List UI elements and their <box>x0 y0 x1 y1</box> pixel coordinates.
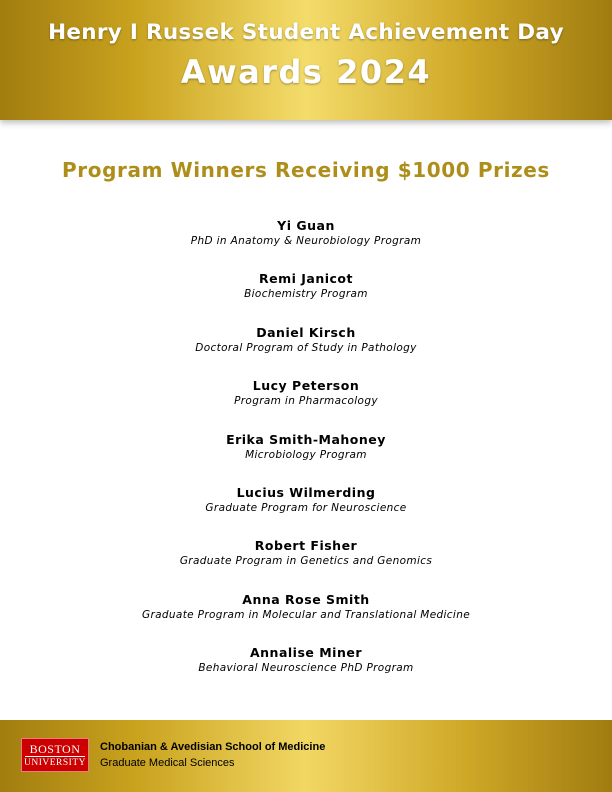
winner-program: Biochemistry Program <box>244 288 368 301</box>
boston-university-logo <box>21 738 89 772</box>
winner-entry <box>0 378 612 431</box>
winner-name: Annalise Miner <box>249 645 362 661</box>
school-subtitle: Graduate Medical Sciences <box>100 757 235 769</box>
winner-entry <box>0 432 612 485</box>
winner-program: Doctoral Program of Study in Pathology <box>195 341 417 354</box>
winner-program: Microbiology Program <box>245 448 367 461</box>
section-title: Program Winners Receiving $1000 Prizes <box>62 158 550 182</box>
winner-entry <box>0 485 612 538</box>
winner-program: Program in Pharmacology <box>234 395 378 408</box>
logo-text-university: UNIVERSITY <box>24 758 86 768</box>
winner-name: Lucy Peterson <box>252 378 360 394</box>
winner-program: Graduate Program in Genetics and Genomics <box>179 555 433 568</box>
awards-year-title: Awards 2024 <box>180 53 432 91</box>
winner-name: Lucius Wilmerding <box>236 484 376 500</box>
winner-name: Anna Rose Smith <box>242 591 370 607</box>
winner-entry <box>0 645 612 698</box>
winner-name: Yi Guan <box>277 218 335 233</box>
winner-program: Graduate Program for Neuroscience <box>205 501 407 514</box>
winner-program: Graduate Program in Molecular and Translational Medicine <box>141 608 471 621</box>
winner-entry <box>0 271 612 324</box>
winner-name: Erika Smith-Mahoney <box>226 431 386 447</box>
winner-entry <box>0 218 612 271</box>
winner-name: Daniel Kirsch <box>256 324 356 340</box>
winners-list <box>0 218 612 699</box>
winner-name: Robert Fisher <box>254 538 358 554</box>
winner-entry <box>0 325 612 378</box>
winner-name: Remi Janicot <box>258 271 353 287</box>
winner-program: Behavioral Neuroscience PhD Program <box>198 662 414 675</box>
event-title: Henry I Russek Student Achievement Day <box>48 20 564 45</box>
winner-entry <box>0 538 612 591</box>
winner-entry <box>0 592 612 645</box>
footer-banner <box>0 720 612 792</box>
winner-program: PhD in Anatomy & Neurobiology Program <box>190 235 422 247</box>
logo-text-boston: BOSTON <box>25 739 85 757</box>
header-banner <box>0 0 612 120</box>
school-name: Chobanian & Avedisian School of Medicine <box>100 741 326 753</box>
